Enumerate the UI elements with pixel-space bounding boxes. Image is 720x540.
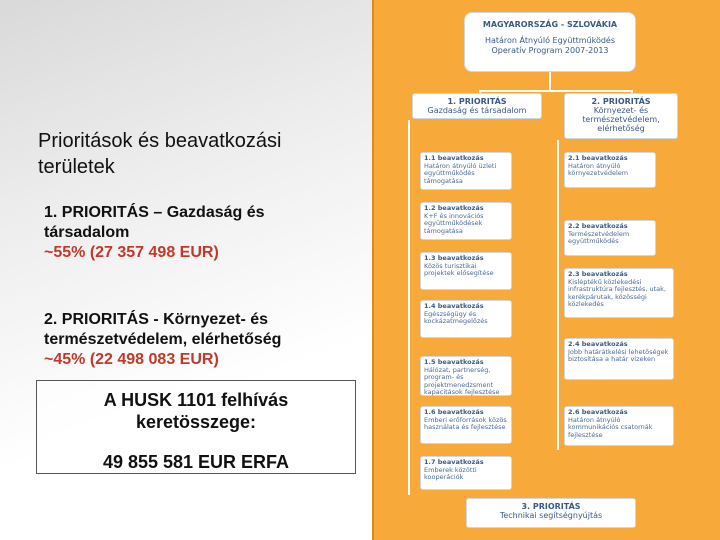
intervention-title: 2.1 beavatkozás [568, 154, 628, 162]
intervention-2-6 [564, 406, 674, 446]
intervention-text: Jobb határátkelési lehetőségek biztosítása a határ vízeken [568, 347, 669, 363]
intervention-text: Határon átnyúló környezetvédelem [568, 161, 629, 177]
intervention-title: 1.6 beavatkozás [424, 408, 484, 416]
intervention-title: 1.4 beavatkozás [424, 302, 484, 310]
intervention-1-6 [420, 406, 512, 444]
intervention-title: 1.1 beavatkozás [424, 154, 484, 162]
intervention-title: 1.3 beavatkozás [424, 254, 484, 262]
priority-2-subtitle: Környezet- és természetvédelem, elérhetőség [582, 106, 660, 133]
intervention-2-1 [564, 152, 656, 188]
intervention-text: Egészségügy és kockázatmegelőzés [424, 309, 488, 325]
intervention-text: Határon átnyúló üzleti együttműködés támogatása [424, 161, 497, 185]
priority-1-box [412, 93, 542, 119]
intervention-title: 2.4 beavatkozás [568, 340, 628, 348]
intervention-title: 1.5 beavatkozás [424, 358, 484, 366]
budget-box [36, 380, 356, 474]
intervention-1-5 [420, 356, 512, 396]
priority-3-subtitle: Technikai segítségnyújtás [499, 511, 603, 520]
priority-1-label: 1. PRIORITÁS – Gazdaság és társadalom [44, 204, 265, 241]
intervention-title: 2.2 beavatkozás [568, 222, 628, 230]
intervention-text: Közös turisztikai projektek elősegítése [424, 261, 494, 277]
priority-2-title: 2. PRIORITÁS [591, 97, 651, 106]
priority-1-block [44, 203, 344, 263]
budget-amount: 49 855 581 EUR ERFA [102, 452, 290, 472]
intervention-text: Határon átnyúló kommunikációs csatornák fejlesztése [568, 415, 653, 439]
intervention-2-3 [564, 268, 674, 318]
intervention-text: Hálózat, partnerség, program- és projektmenedzsment kapacitások fejlesztése [424, 365, 500, 396]
intervention-title: 1.2 beavatkozás [424, 204, 484, 212]
intervention-title: 2.3 beavatkozás [568, 270, 628, 278]
intervention-1-2 [420, 202, 512, 240]
connector [557, 140, 559, 450]
priority-2-box [564, 93, 678, 139]
program-subtitle-2: Operatív Program 2007-2013 [491, 46, 609, 55]
connector [408, 120, 410, 495]
intervention-text: Kisléptékű közlekedési infrastruktúra fejlesztés, utak, kerékpárutak, közösségi közlekedés [568, 277, 666, 308]
intervention-2-4 [564, 338, 674, 380]
program-structure-diagram [372, 0, 720, 540]
connector [479, 90, 633, 92]
intervention-1-1 [420, 152, 512, 190]
intervention-1-4 [420, 300, 512, 338]
intervention-text: Emberi erőforrások közös használata és fejlesztése [424, 415, 507, 431]
page-title: Prioritások és beavatkozási területek [38, 130, 282, 178]
connector [549, 72, 551, 92]
intervention-text: K+F és innovációs együttműködések támogatása [424, 211, 484, 235]
intervention-text: Természetvédelem együttműködés [568, 229, 630, 245]
intervention-title: 1.7 beavatkozás [424, 458, 484, 466]
program-subtitle-1: Határon Átnyúló Együttműködés [484, 36, 616, 45]
priority-3-title: 3. PRIORITÁS [521, 502, 581, 511]
priority-2-label: 2. PRIORITÁS - Környezet- és természetvédelem, elérhetőség [44, 311, 282, 348]
budget-line-1: A HUSK 1101 felhívás [103, 390, 289, 410]
program-header-box [464, 12, 636, 72]
intervention-1-7 [420, 456, 512, 490]
priority-2-block [44, 310, 344, 370]
priority-2-share: ~45% (22 498 083 EUR) [44, 351, 219, 368]
budget-line-2: keretösszege: [135, 412, 257, 432]
intervention-title: 2.6 beavatkozás [568, 408, 628, 416]
intervention-1-3 [420, 252, 512, 290]
priority-1-title: 1. PRIORITÁS [447, 97, 507, 106]
priority-1-subtitle: Gazdaság és társadalom [427, 106, 527, 115]
priority-3-box [466, 498, 636, 528]
intervention-text: Emberek közötti kooperációk [424, 465, 477, 481]
intervention-2-2 [564, 220, 656, 256]
program-title: MAGYARORSZÁG - SZLOVÁKIA [482, 20, 618, 29]
priority-1-share: ~55% (27 357 498 EUR) [44, 244, 219, 261]
